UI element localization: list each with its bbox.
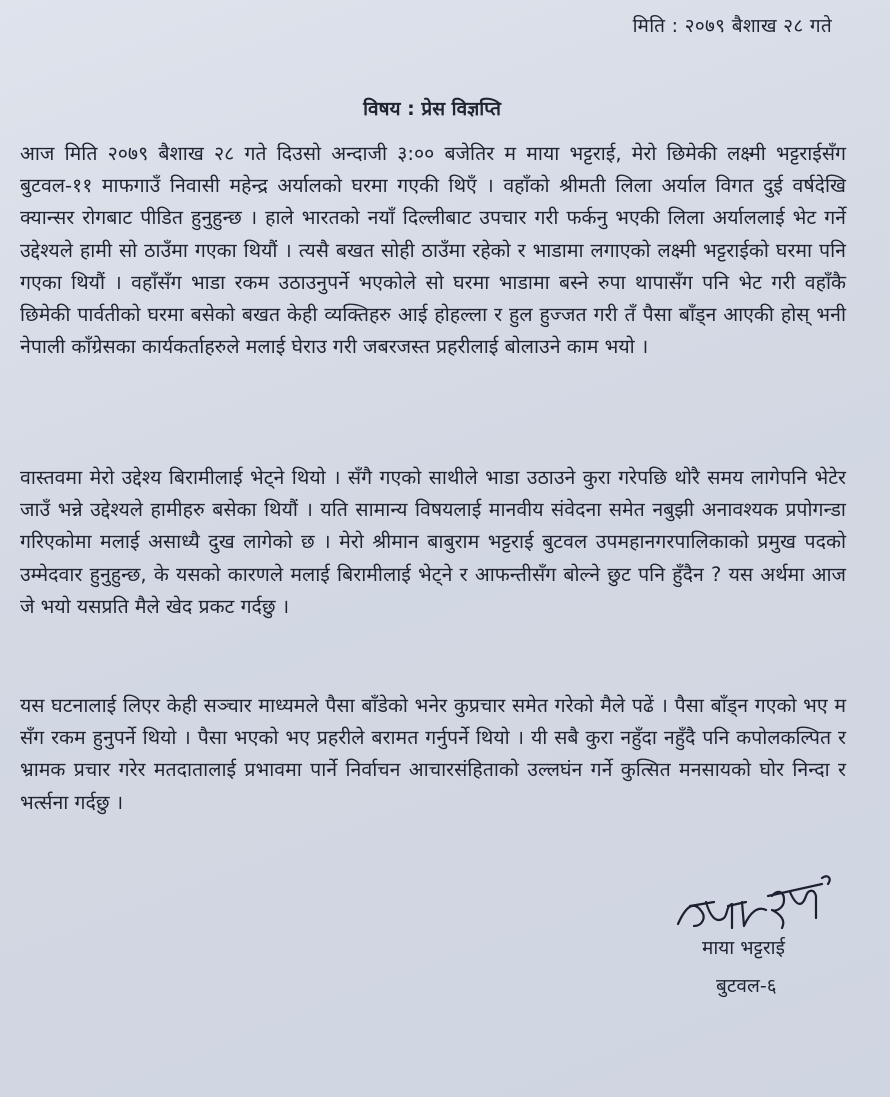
- letter-date: मिति : २०७९ बैशाख २८ गते: [632, 15, 832, 37]
- letter-subject: विषय : प्रेस विज्ञप्ति: [363, 98, 501, 120]
- signatory-place: बुटवल-६: [716, 975, 777, 997]
- signatory-name: माया भट्टराई: [702, 937, 785, 959]
- paragraph-2: वास्तवमा मेरो उद्देश्य बिरामीलाई भेट्ने थियो । सँगै गएको साथीले भाडा उठाउने कुरा गरेपछि थोरै समय लागेपनि भेटेर जाउँ भन्ने उद्देश्यले हामीहरु बसेका थियौं । यति सामान्य विषयलाई मानवीय संवेदना समेत नबुझी अनावश्यक प्रपोगन्डा गरिएकोमा मलाई असाध्यै दुख लागेको छ । मेरो श्रीमान बाबुराम भट्टराई बुटवल उपमहानगरपालिकाको प्रमुख पदको उम्मेदवार हुनुहुन्छ, के यसको कारणले मलाई बिरामीलाई भेट्ने र आफन्तीसँग बोल्ने छुट पनि हुँदैन ? यस अर्थमा आज जे भयो यसप्रति मैले खेद प्रकट गर्दछु ।: [20, 466, 846, 618]
- paragraph-1: आज मिति २०७९ बैशाख २८ गते दिउसो अन्दाजी ३:०० बजेतिर म माया भट्टराई, मेरो छिमेकी लक्ष्मी भट्टराईसँग बुटवल-११ माफगाउँ निवासी महेन्द्र अर्यालको घरमा गएकी थिएँ । वहाँको श्रीमती लिला अर्याल विगत दुई वर्षदेखि क्यान्सर रोगबाट पीडित हुनुहुन्छ । हाले भारतको नयाँ दिल्लीबाट उपचार गरी फर्कनु भएकी लिला अर्याललाई भेट गर्ने उद्देश्यले हामी सो ठाउँमा गएका थियौं । त्यसै बखत सोही ठाउँमा रहेको र भाडामा लगाएको लक्ष्मी भट्टराईको घरमा पनि गएका थियौं । वहाँसँग भाडा रकम उठाउनुपर्ने भएकोले सो घरमा भाडामा बस्ने रुपा थापासँग पनि भेट गरी वहाँकै छिमेकी पार्वतीको घरमा बसेको बखत केही व्यक्तिहरु आई होहल्ला र हुल हुज्जत गरी तँ पैसा बाँड्न आएकी होस् भनी नेपाली काँग्रेसका कार्यकर्ताहरुले मलाई घेराउ गरी जबरजस्त प्रहरीलाई बोलाउने काम भयो ।: [20, 142, 846, 359]
- paragraph-3: यस घटनालाई लिएर केही सञ्चार माध्यमले पैसा बाँडेको भनेर कुप्रचार समेत गरेको मैले पढें । पैसा बाँड्न गएको भए म सँग रकम हुनुपर्ने थियो । पैसा भएको भए प्रहरीले बरामत गर्नुपर्ने थियो । यी सबै कुरा नहुँदा नहुँदै पनि कपोलकल्पित र भ्रामक प्रचार गरेर मतदातालाई प्रभावमा पार्ने निर्वाचन आचारसंहिताको उल्लघंन गर्ने कुत्सित मनसायको घोर निन्दा र भर्त्सना गर्दछु ।: [20, 694, 846, 814]
- handwritten-signature: [672, 866, 837, 938]
